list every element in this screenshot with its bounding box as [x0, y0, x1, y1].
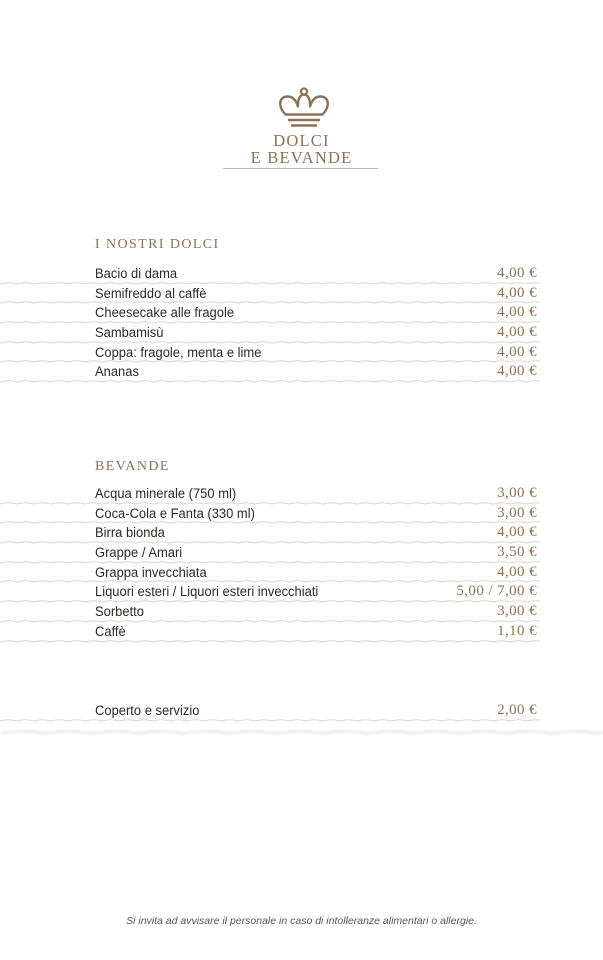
item-name: Coppa: fragole, menta e lime [95, 344, 262, 360]
title-divider [223, 168, 378, 169]
menu-item-row [0, 284, 540, 304]
item-name: Birra bionda [95, 525, 165, 541]
item-price: 4,00 € [497, 304, 537, 321]
row-separator [0, 638, 540, 644]
menu-title-line1: DOLCI [273, 131, 330, 150]
menu-item-row [0, 303, 540, 323]
item-name: Sorbetto [95, 604, 145, 620]
menu-list-bevande [0, 484, 540, 642]
section-label-dolci: I NOSTRI DOLCI [95, 237, 220, 252]
menu-item-row [0, 582, 540, 602]
menu-item-row [0, 622, 540, 642]
menu-list-coperto [0, 701, 540, 721]
item-name: Liquori esteri / Liquori esteri invecchiati [95, 584, 319, 600]
menu-title-line2: E BEVANDE [250, 148, 353, 167]
menu-item-row [0, 504, 540, 524]
item-price: 1,10 € [497, 622, 537, 639]
item-price: 4,00 € [497, 284, 537, 301]
menu-item-row [0, 264, 540, 284]
menu-item-row [0, 563, 540, 583]
menu-item-row [0, 602, 540, 622]
item-price: 4,00 € [497, 343, 537, 360]
item-name: Ananas [95, 364, 139, 380]
item-price: 5,00 / 7,00 € [456, 583, 537, 600]
menu-item-row [0, 484, 540, 504]
item-price: 3,00 € [497, 603, 537, 620]
item-name: Caffè [95, 623, 126, 639]
item-price: 4,00 € [497, 363, 537, 380]
page-shadow [0, 727, 603, 737]
item-name: Bacio di dama [95, 266, 178, 281]
item-name: Grappa invecchiata [95, 564, 207, 580]
item-price: 3,00 € [497, 504, 537, 521]
menu-item-row [0, 323, 540, 343]
item-name: Semifreddo al caffè [95, 285, 207, 301]
menu-item-row [0, 343, 540, 363]
menu-list-dolci [0, 264, 540, 382]
section-label-bevande: BEVANDE [95, 459, 170, 474]
item-name: Coperto e servizio [95, 703, 200, 718]
item-price: 2,00 € [497, 702, 537, 718]
item-price: 4,00 € [497, 563, 537, 580]
menu-item-row [0, 701, 540, 721]
row-separator [0, 717, 540, 723]
item-price: 4,00 € [497, 524, 537, 541]
item-name: Sambamisù [95, 325, 164, 341]
item-price: 3,00 € [497, 485, 537, 501]
crown-icon [277, 86, 331, 130]
item-price: 4,00 € [497, 265, 537, 281]
row-separator [0, 378, 540, 384]
item-name: Acqua minerale (750 ml) [95, 486, 237, 501]
item-name: Coca-Cola e Fanta (330 ml) [95, 505, 255, 521]
menu-item-row [0, 543, 540, 563]
menu-item-row [0, 362, 540, 382]
item-name: Grappe / Amari [95, 545, 183, 561]
item-price: 3,50 € [497, 544, 537, 561]
item-name: Cheesecake alle fragole [95, 305, 235, 321]
menu-item-row [0, 523, 540, 543]
item-price: 4,00 € [497, 324, 537, 341]
footer-note: Si invita ad avvisare il personale in caso di intolleranze alimentari o allergie. [126, 915, 477, 927]
